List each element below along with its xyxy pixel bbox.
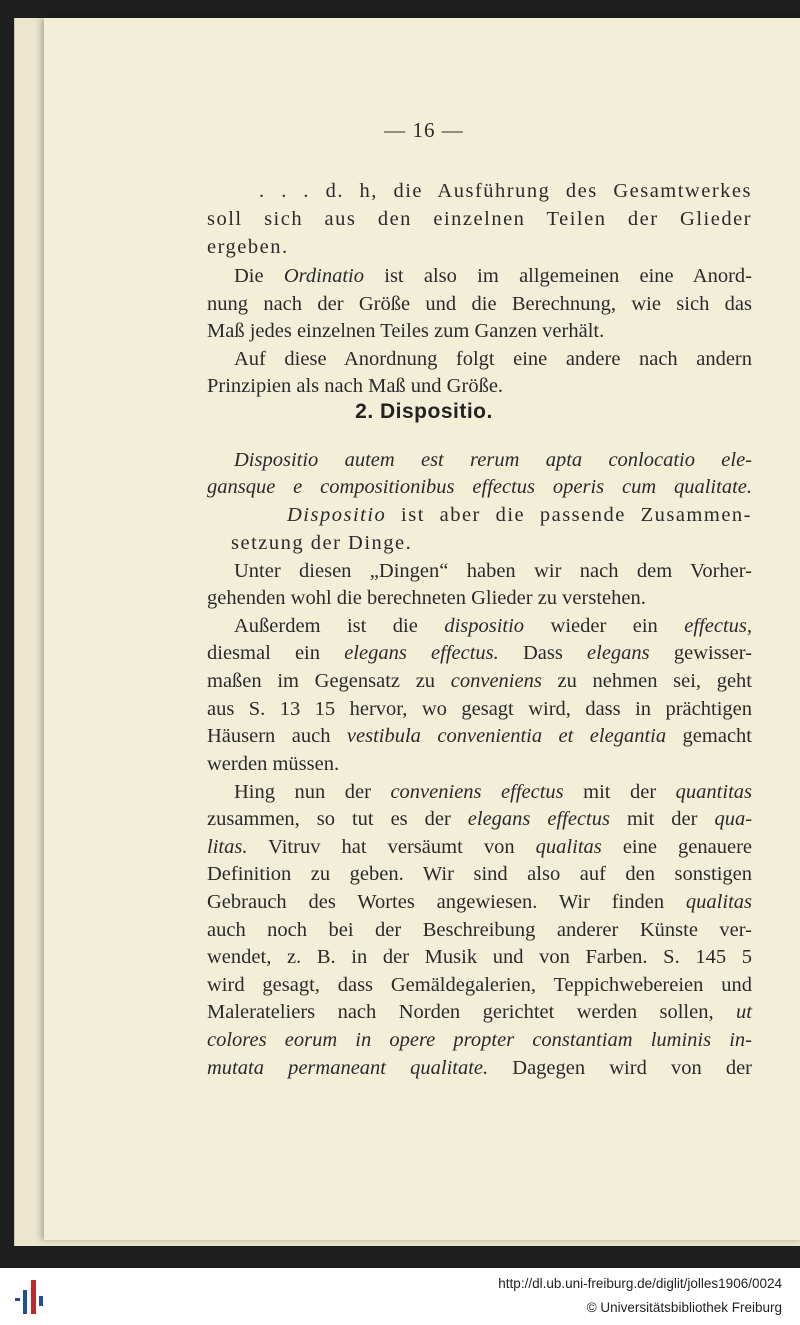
text-run: Vitruv hat versäumt von — [247, 836, 536, 858]
text-line: setzung der Dinge. — [231, 532, 413, 554]
text-run: eine genauere — [601, 836, 753, 858]
text-run: mit der — [563, 781, 676, 803]
text-line: Maß jedes einzelnen Teiles zum Ganzen verhält. — [207, 320, 605, 342]
latin-quote: Dispositio autem est rerum apta conlocatio ele- — [234, 449, 752, 471]
italic-term: qualitas — [535, 836, 602, 858]
text-run: ist also im allgemeinen eine Anord- — [363, 265, 752, 287]
text-line: . . . d. h, die Ausführung des Gesamtwerkes — [259, 180, 752, 202]
text-run: Dass — [498, 642, 588, 664]
viewer-footer — [0, 1268, 800, 1325]
text-line: werden müssen. — [207, 753, 340, 775]
italic-term: elegans effectus — [467, 808, 610, 830]
text-run: zusammen, so tut es der — [207, 808, 468, 830]
book-page — [44, 18, 800, 1240]
text-line: Definition zu geben. Wir sind also auf den sonstigen — [207, 863, 752, 885]
text-run: Gebrauch des Wortes angewiesen. Wir finden — [207, 891, 686, 913]
italic-term: Ordinatio — [283, 265, 364, 287]
latin-quote: gansque e compositionibus effectus operis cum qualitate. — [207, 476, 752, 498]
university-logo-icon — [10, 1278, 50, 1318]
text-line — [234, 447, 752, 473]
italic-term: dispositio — [444, 615, 525, 637]
italic-term: conveniens — [450, 670, 542, 692]
text-line — [207, 1027, 752, 1053]
italic-term: vestibula convenientia et elegantia — [346, 725, 667, 747]
text-run: zu nehmen sei, geht — [541, 670, 752, 692]
text-run: gemacht — [666, 725, 752, 747]
text-run: Dagegen wird von der — [488, 1057, 752, 1079]
text-run: Die — [234, 265, 284, 287]
text-line: Unter diesen „Dingen“ haben wir nach dem Vorher- — [234, 560, 752, 582]
text-run: Häusern auch — [207, 725, 347, 747]
text-line — [207, 640, 752, 666]
italic-term: elegans effectus. — [344, 642, 499, 664]
text-run: wieder ein — [524, 615, 685, 637]
text-line: wendet, z. B. in der Musik und von Farben. S. 145 5 — [207, 946, 752, 968]
text-line — [234, 779, 752, 805]
italic-term: qua- — [714, 808, 753, 830]
text-line — [234, 613, 752, 639]
text-run: Außerdem ist die — [234, 615, 445, 637]
text-line — [207, 999, 752, 1025]
text-run: mit der — [610, 808, 715, 830]
italic-term: quantitas — [675, 781, 752, 803]
text-line: Auf diese Anordnung folgt eine andere nach andern — [234, 348, 752, 370]
italic-term: litas. — [207, 836, 248, 858]
copyright-text: © Universitätsbibliothek Freiburg — [586, 1300, 782, 1315]
italic-term: effectus, — [684, 615, 752, 637]
text-line: gehenden wohl die berechneten Glieder zu verstehen. — [207, 587, 646, 609]
text-line: aus S. 13 15 hervor, wo gesagt wird, dass in prächtigen — [207, 698, 752, 720]
text-line — [287, 502, 752, 528]
text-line: auch noch bei der Beschreibung anderer Künste ver- — [207, 919, 752, 941]
text-line: nung nach der Größe und die Berechnung, wie sich das — [207, 293, 752, 315]
text-line: Prinzipien als nach Maß und Größe. — [207, 375, 504, 397]
text-run: diesmal ein — [207, 642, 345, 664]
text-run: gewisser- — [649, 642, 753, 664]
page-number: — 16 — — [384, 118, 464, 142]
text-line — [207, 474, 752, 500]
text-line — [207, 1055, 752, 1081]
text-line — [207, 834, 752, 860]
text-line — [234, 263, 752, 289]
text-line — [207, 889, 752, 915]
text-line — [207, 723, 752, 749]
italic-term: ut — [736, 1001, 752, 1023]
section-heading: 2. Dispositio. — [355, 400, 493, 423]
italic-term: elegans — [587, 642, 650, 664]
page-url-link[interactable]: http://dl.ub.uni-freiburg.de/diglit/jolles1906/0024 — [498, 1276, 782, 1291]
italic-term: conveniens effectus — [390, 781, 564, 803]
latin-quote: colores eorum in opere propter constantiam luminis in- — [207, 1029, 752, 1051]
italic-term: Dispositio — [287, 504, 387, 526]
italic-term: qualitas — [685, 891, 752, 913]
text-run: ist aber die passende Zusammen- — [386, 504, 752, 526]
text-line — [207, 668, 752, 694]
text-run: Hing nun der — [234, 781, 391, 803]
italic-term: mutata permaneant qualitate. — [207, 1057, 489, 1079]
text-line: ergeben. — [207, 236, 289, 258]
text-line: soll sich aus den einzelnen Teilen der Glieder — [207, 208, 752, 230]
text-run: maßen im Gegensatz zu — [207, 670, 451, 692]
text-line — [207, 806, 752, 832]
text-line: wird gesagt, dass Gemäldegalerien, Teppichwebereien und — [207, 974, 752, 996]
text-run: Malerateliers nach Norden gerichtet werden sollen, — [207, 1001, 737, 1023]
